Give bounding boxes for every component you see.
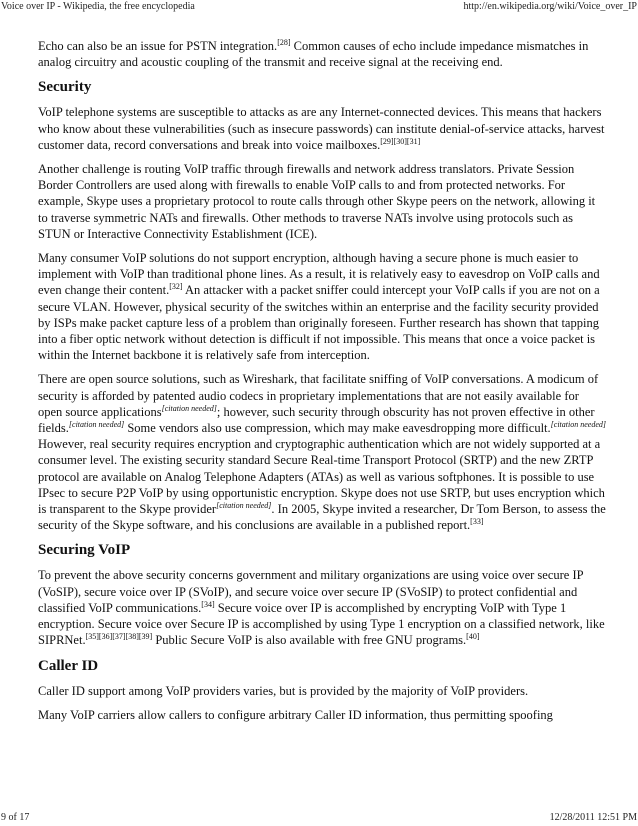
section-heading-security: Security xyxy=(38,79,92,96)
paragraph-security-4: There are open source solutions, such as Wireshark, that facilitate sniffing of VoIP conversations. A modicum of security is afforded by patented audio codecs in proprietary implementations that are not easily available for open source applications[citation needed]; however, such security through obscurity has not proven effective in other fields.[citation needed] Some vendors also use compression, which may make eavesdropping more difficult.[citation needed] However, real security requires encryption and cryptographic authentication which are not widely supported at a consumer level. The existing security standard Secure Real-time Transport Protocol (SRTP) and the new ZRTP protocol are available on Analog Telephone Adapters (ATAs) as well as various softphones. It is possible to use IPsec to secure P2P VoIP by using opportunistic encryption. Skype does not use SRTP, but uses encryption which is transparent to the Skype provider[citation needed]. In 2005, Skype invited a researcher, Dr Tom Berson, to assess the security of the Skype software, and his conclusions are available in a published report.[33] xyxy=(38,372,606,533)
citation-needed-link[interactable]: [citation needed] xyxy=(161,403,217,413)
section-heading-caller-id: Caller ID xyxy=(38,657,99,674)
paragraph-echo: Echo can also be an issue for PSTN integration.[28] Common causes of echo include impedance mismatches in analog circuitry and acoustic coupling of the transmit and receive signal at the receiving end. xyxy=(38,37,589,70)
citation-needed-link[interactable]: [citation needed] xyxy=(550,419,606,429)
paragraph-security-1: VoIP telephone systems are susceptible to attacks as are any Internet-connected devices. This means that hackers who know about these vulnerabilities (such as insecure passwords) can institute denial-of-service attacks, harvest customer data, record conversations and break into voice mailboxes.[29][30][31] xyxy=(38,105,605,152)
citation-link[interactable]: [33] xyxy=(470,517,484,527)
citation-link[interactable]: [28] xyxy=(277,37,291,47)
citation-needed-link[interactable]: [citation needed] xyxy=(68,419,125,429)
citation-link[interactable]: [40] xyxy=(466,632,480,642)
print-timestamp: 12/28/2011 12:51 PM xyxy=(549,812,637,823)
page-number: 9 of 17 xyxy=(1,812,30,823)
paragraph-securing-1: To prevent the above security concerns government and military organizations are using voice over secure IP (VoSIP), secure voice over IP (SVoIP), and secure voice over secure IP (SVoSIP) to protect confidential and classified VoIP communications.[34] Secure voice over IP is accomplished by encrypting VoIP with Type 1 encryption. Secure voice over Secure IP is accomplished by using Type 1 encryption on a classified network, like SIPRNet.[35][36][37][38][39] Public Secure VoIP is also available with free GNU programs.[40] xyxy=(38,568,605,648)
article-body xyxy=(38,38,606,731)
print-header xyxy=(0,0,638,14)
citation-needed-link[interactable]: [citation needed] xyxy=(216,500,272,510)
citation-link[interactable]: [34] xyxy=(201,599,215,609)
citation-link[interactable]: [32] xyxy=(169,282,183,292)
section-heading-securing-voip: Securing VoIP xyxy=(38,542,131,559)
paragraph-callerid-1: Caller ID support among VoIP providers varies, but is provided by the majority of VoIP providers. xyxy=(38,683,529,698)
paragraph-callerid-2: Many VoIP carriers allow callers to configure arbitrary Caller ID information, thus permitting spoofing xyxy=(38,707,553,722)
page-title: Voice over IP - Wikipedia, the free encyclopedia xyxy=(1,1,195,12)
print-footer xyxy=(0,812,638,826)
paragraph-security-3: Many consumer VoIP solutions do not support encryption, although having a secure phone is much easier to implement with VoIP than traditional phone lines. As a result, it is relatively easy to eavesdrop on VoIP calls and even change their content.[32] An attacker with a packet sniffer could intercept your VoIP calls if you are not on a secure VLAN. However, physical security of the switches within an enterprise and the facility security provided by ISPs make packet capture less of a problem than originally foreseen. Further research has shown that tapping into a fiber optic network without detection is difficult if not impossible. This means that once a voice packet is within the Internet backbone it is relatively safe from interception. xyxy=(38,251,600,363)
page-url: http://en.wikipedia.org/wiki/Voice_over_IP xyxy=(463,1,637,12)
citation-link[interactable]: [29][30][31] xyxy=(380,136,421,146)
paragraph-security-2: Another challenge is routing VoIP traffic through firewalls and network address translators. Private Session Border Controllers are used along with firewalls to enable VoIP calls to and from protected networks. For example, Skype uses a proprietary protocol to route calls through other Skype peers on the network, allowing it to traverse symmetric NATs and firewalls. Other methods to traverse NATs involve using protocols such as STUN or Interactive Connectivity Establishment (ICE). xyxy=(38,162,596,241)
citation-link[interactable]: [35][36][37][38][39] xyxy=(85,632,153,642)
